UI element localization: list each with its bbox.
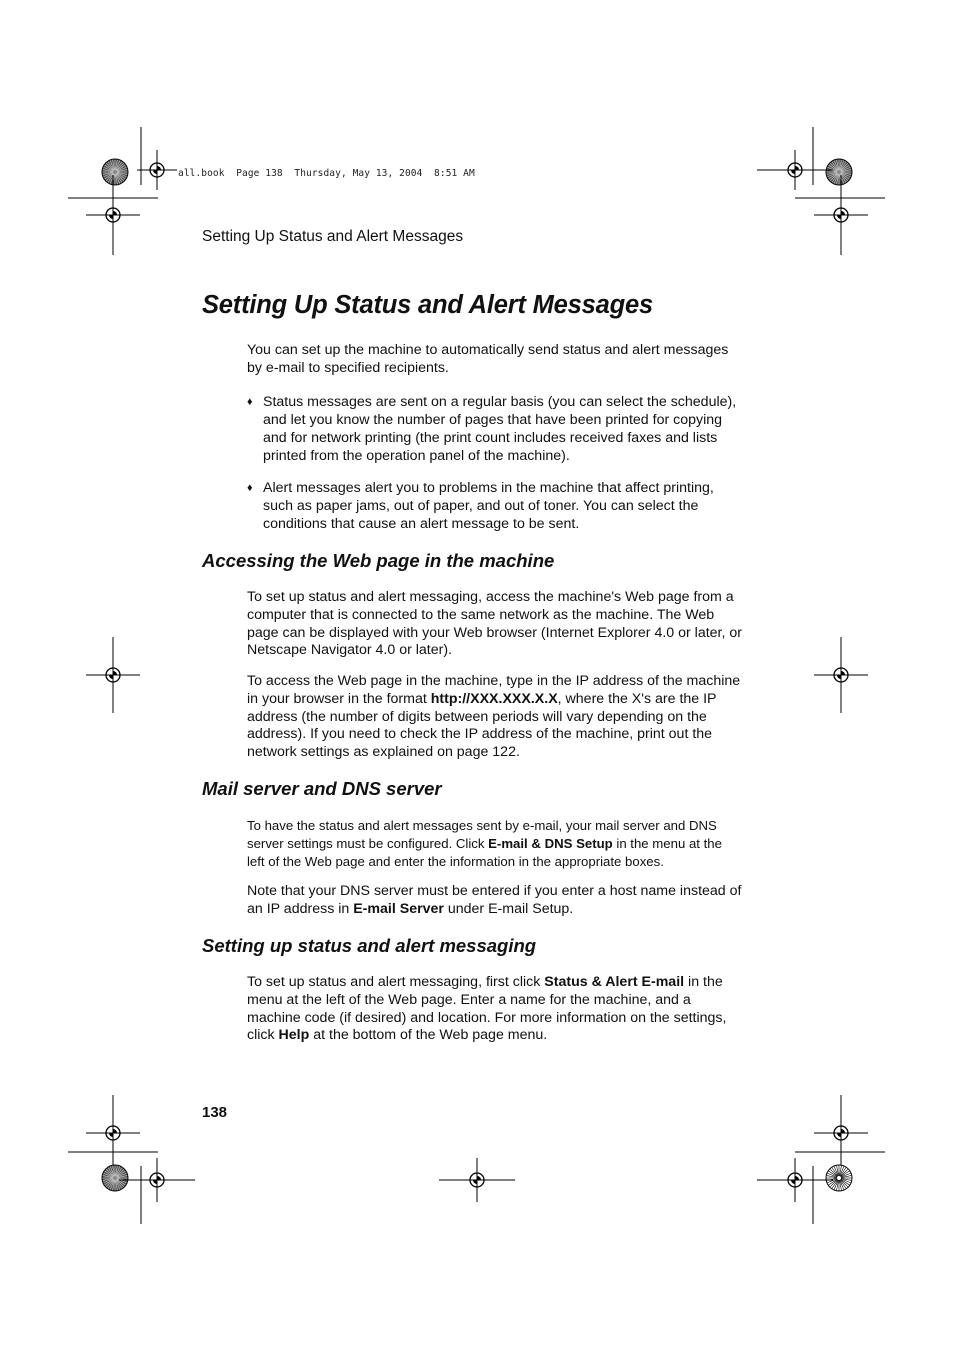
- section-mail-server-paragraph-2: Note that your DNS server must be entered if you enter a host name instead of an IP address in E-mail Server under E-mail Setup.: [247, 883, 742, 917]
- intro-paragraph: You can set up the machine to automatically send status and alert messages by e-mail to specified recipients.: [247, 342, 729, 376]
- diamond-bullet-icon: ♦: [247, 482, 253, 494]
- section-web-page-paragraph-1: To set up status and alert messaging, access the machine's Web page from a computer that is connected to the same network as the machine. The Web page can be displayed with your Web browser (Internet Explorer 4.0 or later, or Netscape Navigator 4.0 or later).: [247, 589, 742, 659]
- section-mail-server-paragraph-1: To have the status and alert messages sent by e-mail, your mail server and DNS server settings must be configured. Click E-mail & DNS Setup in the menu at the left of the Web page and enter the information in the appropriate boxes.: [247, 818, 722, 869]
- registration-crosshair-icon: [814, 637, 868, 713]
- registration-crosshair-icon: [814, 1095, 868, 1171]
- registration-crosshair-icon: [119, 1158, 195, 1202]
- section-heading-web-page: Accessing the Web page in the machine: [202, 550, 555, 571]
- bullet-item-alert: [247, 479, 742, 533]
- menu-item-email-dns-setup: E-mail & DNS Setup: [488, 835, 613, 851]
- bullet-text: Alert messages alert you to problems in the machine that affect printing, such as paper jams, out of paper, and out of toner. You can select the conditions that cause an alert message to be sent.: [263, 480, 714, 532]
- bullet-text: Status messages are sent on a regular basis (you can select the schedule), and let you know the number of pages that have been printed for copying and for network printing (the print count includes received faxes and lists printed from the operation panel of the machine).: [263, 394, 737, 464]
- starburst-target-icon: [826, 1165, 852, 1191]
- starburst-target-icon: [102, 1165, 128, 1191]
- file-slug: all.book Page 138 Thursday, May 13, 2004 8:51 AM: [178, 168, 475, 179]
- running-head: Setting Up Status and Alert Messages: [202, 228, 464, 245]
- registration-crosshair-icon: [86, 1095, 140, 1171]
- page-title: Setting Up Status and Alert Messages: [202, 291, 653, 319]
- registration-crosshair-icon: [757, 1158, 833, 1202]
- registration-crosshair-icon: [86, 637, 140, 713]
- field-email-server: E-mail Server: [353, 900, 444, 917]
- diamond-bullet-icon: ♦: [247, 396, 253, 408]
- section-heading-messaging: Setting up status and alert messaging: [202, 935, 537, 956]
- registration-crosshair-icon: [814, 175, 868, 255]
- section-heading-mail-server: Mail server and DNS server: [202, 778, 442, 799]
- section-messaging-paragraph: To set up status and alert messaging, first click Status & Alert E-mail in the menu at the left of the Web page. Enter a name for the machine, and a machine code (if desired) and location. For more information on the settings, click Help at the bottom of the Web page menu.: [247, 974, 727, 1044]
- url-format: http://XXX.XXX.X.X: [430, 690, 558, 707]
- starburst-target-icon: [826, 159, 852, 185]
- registration-crosshair-icon: [137, 150, 177, 190]
- bullet-item-status: [247, 393, 742, 465]
- registration-crosshair-icon: [86, 175, 140, 255]
- section-web-page-paragraph-2: To access the Web page in the machine, type in the IP address of the machine in your browser in the format http://XXX.XXX.X.X, where the X's are the IP address (the number of digits between periods will vary depending on the address). If you need to check the IP address of the machine, print out the network settings as explained on page 122.: [247, 673, 741, 761]
- menu-item-help: Help: [278, 1027, 310, 1044]
- page-number: 138: [202, 1104, 228, 1121]
- starburst-target-icon: [102, 159, 128, 185]
- registration-crosshair-icon: [439, 1158, 515, 1202]
- menu-item-status-alert-email: Status & Alert E-mail: [544, 974, 685, 990]
- registration-crosshair-icon: [757, 150, 833, 190]
